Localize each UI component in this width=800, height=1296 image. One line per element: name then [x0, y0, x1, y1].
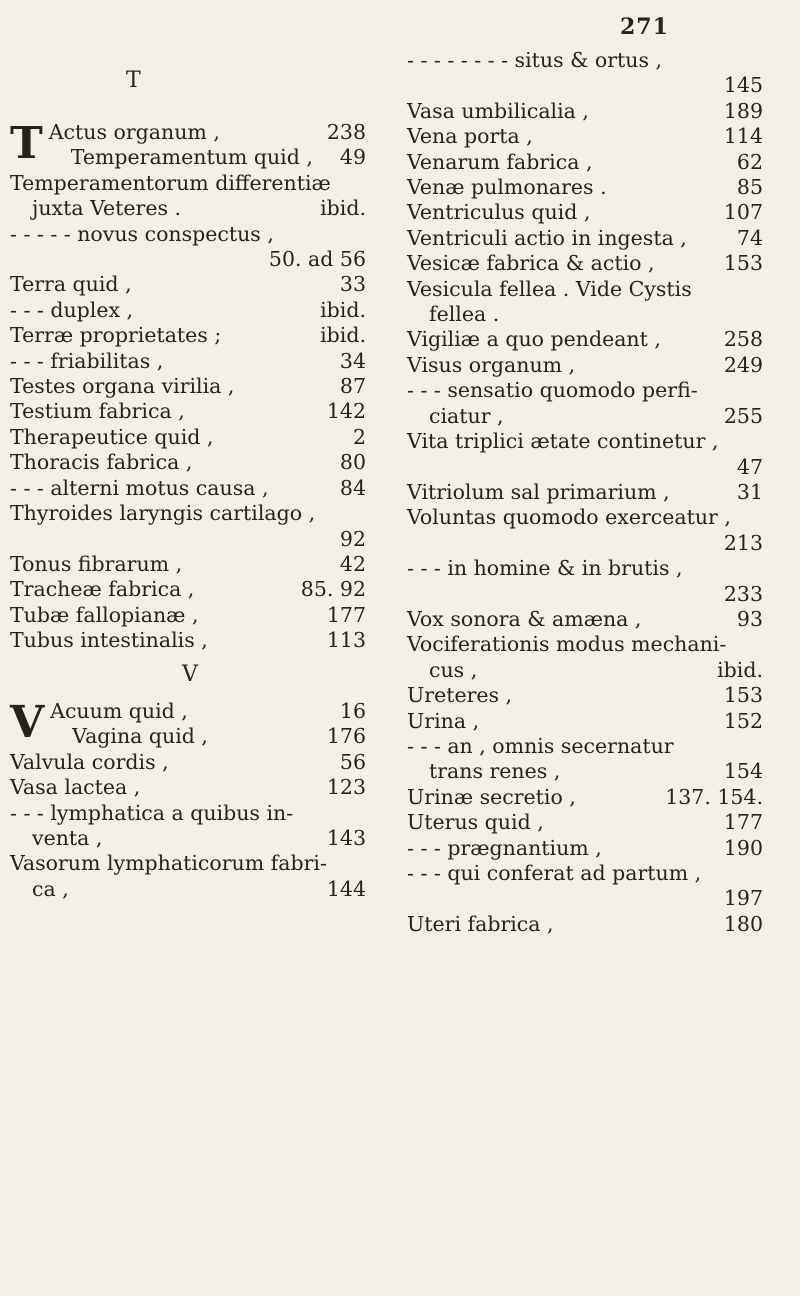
index-entry-term: - - - sensatio quomodo perfi-: [407, 378, 698, 403]
index-entry: [407, 480, 767, 505]
index-entry: [10, 775, 370, 800]
index-entry: [407, 48, 767, 73]
index-entry: [10, 196, 370, 221]
index-entry: [407, 709, 767, 734]
index-entry-term: Actus organum ,: [48, 120, 220, 144]
index-entry-term: juxta Veteres .: [32, 196, 182, 221]
index-entry-term: venta ,: [32, 825, 103, 850]
drop-cap: T: [10, 118, 43, 169]
index-entry-pages: 176: [326, 724, 366, 749]
index-entry: [10, 298, 370, 323]
index-entry: [407, 73, 767, 98]
index-entry-pages: 197: [723, 886, 763, 911]
index-entry-term: - - - lymphatica a quibus in-: [10, 800, 294, 825]
index-entry-term: Vigiliæ a quo pendeant ,: [407, 327, 661, 352]
index-entry: [10, 750, 370, 775]
index-entry: [10, 801, 370, 826]
index-entry: [10, 724, 370, 749]
index-column-right: [407, 48, 767, 937]
index-entry: [10, 247, 370, 272]
index-entry-pages: 56: [339, 749, 366, 774]
index-entry-term: Uterus quid ,: [407, 810, 544, 835]
index-entry-term: - - - duplex ,: [10, 297, 134, 322]
index-entry-pages: 180: [723, 911, 763, 936]
index-entry-pages: 190: [723, 835, 763, 860]
index-entry: [10, 323, 370, 348]
index-entry-term: Ureteres ,: [407, 683, 513, 708]
index-entry-pages: 114: [723, 124, 763, 149]
index-entry-pages: 16: [339, 698, 366, 723]
index-entry: [407, 683, 767, 708]
index-entry-term: Temperamentorum differentiæ: [10, 170, 331, 195]
index-entry-pages: 123: [326, 775, 366, 800]
index-entry: [10, 171, 370, 196]
index-entry-term: Vasa umbilicalia ,: [407, 98, 589, 123]
index-entry-term: Vagina quid ,: [72, 724, 208, 749]
index-entry-pages: 31: [736, 479, 763, 504]
index-entry-term: Tubus intestinalis ,: [10, 628, 208, 653]
index-entry-pages: 113: [326, 628, 366, 653]
index-entry-term: Vasorum lymphaticorum fabri-: [10, 851, 327, 876]
index-entry-term: Terræ proprietates ;: [10, 323, 222, 348]
index-entry: [407, 810, 767, 835]
index-entry-term: Uteri fabrica ,: [407, 911, 554, 936]
index-entry-pages: 152: [723, 708, 763, 733]
index-entry: [407, 455, 767, 480]
index-entry: [10, 399, 370, 424]
index-entry-pages: 42: [339, 551, 366, 576]
index-entry-pages: 34: [339, 348, 366, 373]
index-entry: [407, 124, 767, 149]
index-entry: [407, 836, 767, 861]
index-entry-term: - - - in homine & in brutis ,: [407, 556, 683, 581]
index-entry-pages: 258: [723, 327, 763, 352]
index-entry: [407, 861, 767, 886]
index-entry-term: [10, 527, 17, 551]
index-entry: [10, 628, 370, 653]
index-entry-term: - - - - - - - - situs & ortus ,: [407, 48, 662, 72]
index-entry: [10, 552, 370, 577]
index-entry-term: Tubæ fallopianæ ,: [10, 602, 199, 627]
index-entry-pages: 143: [326, 825, 366, 850]
index-entry: [407, 582, 767, 607]
index-entry-term: Vitriolum sal primarium ,: [407, 479, 670, 504]
index-entry: [10, 425, 370, 450]
index-entry-term: [10, 247, 17, 271]
index-entry: [10, 501, 370, 526]
index-entry-pages: ibid.: [320, 196, 366, 221]
index-entry-term: [407, 582, 414, 606]
index-entry: [407, 150, 767, 175]
page-number: 271: [620, 14, 669, 40]
index-entry-pages: 238: [326, 120, 366, 144]
index-entry-term: Testium fabrica ,: [10, 399, 185, 424]
index-entry-pages: 144: [326, 876, 366, 901]
index-entry-term: Testes organa virilia ,: [10, 374, 235, 399]
index-entry: [407, 404, 767, 429]
index-entry: [407, 200, 767, 225]
index-entry-term: ciatur ,: [429, 403, 504, 428]
index-entry: [407, 226, 767, 251]
index-entry-pages: 107: [723, 200, 763, 225]
index-entry-pages: 233: [723, 581, 763, 606]
index-entry-pages: 80: [339, 450, 366, 475]
index-entry-term: [407, 531, 414, 555]
index-entry-term: Tonus fibrarum ,: [10, 551, 183, 576]
index-entry-pages: 84: [339, 475, 366, 500]
drop-cap: V: [10, 696, 45, 748]
index-entry-term: [407, 73, 414, 97]
index-entry: [10, 374, 370, 399]
index-entry-pages: 177: [326, 602, 366, 627]
index-entry-pages: 92: [339, 526, 366, 551]
index-entry-pages: 137. 154.: [665, 784, 763, 809]
index-entry: [407, 632, 767, 657]
index-entry-term: Visus organum ,: [407, 352, 576, 377]
index-entry: [10, 851, 370, 876]
index-entry: [407, 556, 767, 581]
index-entry-term: - - - qui conferat ad partum ,: [407, 861, 702, 885]
index-entry-term: Vesicula fellea . Vide Cystis: [407, 276, 692, 301]
index-entry: [10, 877, 370, 902]
index-entry-pages: 154: [723, 759, 763, 784]
index-entry-pages: ibid.: [320, 297, 366, 322]
index-entry-term: Vesicæ fabrica & actio ,: [407, 251, 655, 276]
index-entry: [407, 277, 767, 302]
index-entry: [407, 886, 767, 911]
index-entry-term: Acuum quid ,: [50, 698, 188, 723]
index-entry-term: [407, 455, 414, 479]
index-entry: [407, 785, 767, 810]
index-entry: [407, 353, 767, 378]
index-entry-term: Temperamentum quid ,: [70, 145, 313, 170]
index-entry-term: cus ,: [429, 657, 478, 682]
index-entry-term: - - - prægnantium ,: [407, 835, 602, 860]
index-entry-term: Vox sonora & amæna ,: [407, 606, 642, 631]
index-entry-pages: 153: [723, 683, 763, 708]
index-entry-pages: 85: [736, 175, 763, 200]
index-column-left: [10, 120, 370, 902]
index-entry-pages: 145: [723, 73, 763, 98]
index-entry: [407, 302, 767, 327]
index-entry-term: Ventriculi actio in ingesta ,: [407, 225, 687, 250]
index-entry-term: Thoracis fabrica ,: [10, 450, 193, 475]
index-entry: [10, 603, 370, 628]
index-entry-term: Ventriculus quid ,: [407, 200, 591, 225]
index-entry-term: Voluntas quomodo exerceatur ,: [407, 505, 731, 530]
index-entry-pages: 49: [339, 145, 366, 170]
index-entry-term: Venarum fabrica ,: [407, 149, 593, 174]
index-entry: [407, 429, 767, 454]
index-entry-term: - - - alterni motus causa ,: [10, 475, 269, 500]
index-entry-pages: 142: [326, 399, 366, 424]
index-entry-term: Terra quid ,: [10, 272, 132, 297]
index-entry-term: trans renes ,: [429, 759, 561, 784]
index-entry-term: fellea .: [429, 302, 500, 327]
index-entry-term: - - - friabilitas ,: [10, 348, 164, 373]
section-letter-v: V: [182, 661, 198, 687]
index-entry-term: - - - - - novus conspectus ,: [10, 221, 274, 246]
index-entry-term: Vena porta ,: [407, 124, 533, 149]
index-entry-term: Vasa lactea ,: [10, 775, 141, 800]
index-entry-pages: 74: [736, 225, 763, 250]
index-entry: [10, 577, 370, 602]
index-entry: [407, 607, 767, 632]
index-entry: [10, 272, 370, 297]
index-entry-term: - - - an , omnis secernatur: [407, 733, 674, 758]
index-entry-pages: 62: [736, 149, 763, 174]
index-entry-term: ca ,: [32, 876, 69, 901]
index-entry: [407, 251, 767, 276]
index-entry-term: Valvula cordis ,: [10, 749, 169, 774]
index-entry: [10, 349, 370, 374]
index-entry-term: Thyroides laryngis cartilago ,: [10, 501, 316, 526]
index-entry-term: Vita triplici ætate continetur ,: [407, 429, 719, 454]
index-entry-pages: 213: [723, 530, 763, 555]
section-letter-t: T: [126, 68, 141, 93]
index-entry-pages: 93: [736, 606, 763, 631]
index-entry: [10, 527, 370, 552]
index-entry-term: Urinæ secretio ,: [407, 784, 576, 809]
index-entry: [10, 450, 370, 475]
index-entry-pages: 2: [352, 424, 366, 449]
index-entry: [10, 222, 370, 247]
index-entry: [407, 378, 767, 403]
index-entry-pages: ibid.: [717, 657, 763, 682]
index-entry-pages: 255: [723, 403, 763, 428]
index-entry-term: Venæ pulmonares .: [407, 175, 607, 200]
index-entry: [407, 912, 767, 937]
index-entry-term: Urina ,: [407, 708, 480, 733]
index-entry-pages: 50. ad 56: [268, 247, 366, 272]
index-entry-pages: 189: [723, 98, 763, 123]
index-entry: [407, 327, 767, 352]
index-entry-pages: 47: [736, 454, 763, 479]
index-entry: [407, 734, 767, 759]
index-entry: [10, 145, 370, 170]
index-entry: [407, 175, 767, 200]
index-entry: [407, 99, 767, 124]
index-entry-pages: 87: [339, 374, 366, 399]
index-entry: [407, 759, 767, 784]
index-entry: [407, 505, 767, 530]
index-entry-term: Therapeutice quid ,: [10, 424, 214, 449]
index-entry-pages: 33: [339, 272, 366, 297]
index-entry-pages: 177: [723, 810, 763, 835]
index-entry: [10, 826, 370, 851]
index-entry: [407, 658, 767, 683]
index-entry: [10, 476, 370, 501]
index-entry-pages: ibid.: [320, 323, 366, 348]
index-entry-pages: 153: [723, 251, 763, 276]
index-entry: [407, 531, 767, 556]
index-entry-term: Tracheæ fabrica ,: [10, 577, 195, 602]
index-entry-term: [407, 886, 414, 910]
index-entry-pages: 249: [723, 352, 763, 377]
index-entry-term: Vociferationis modus mechani-: [407, 632, 727, 657]
index-entry-pages: 85. 92: [300, 577, 366, 602]
